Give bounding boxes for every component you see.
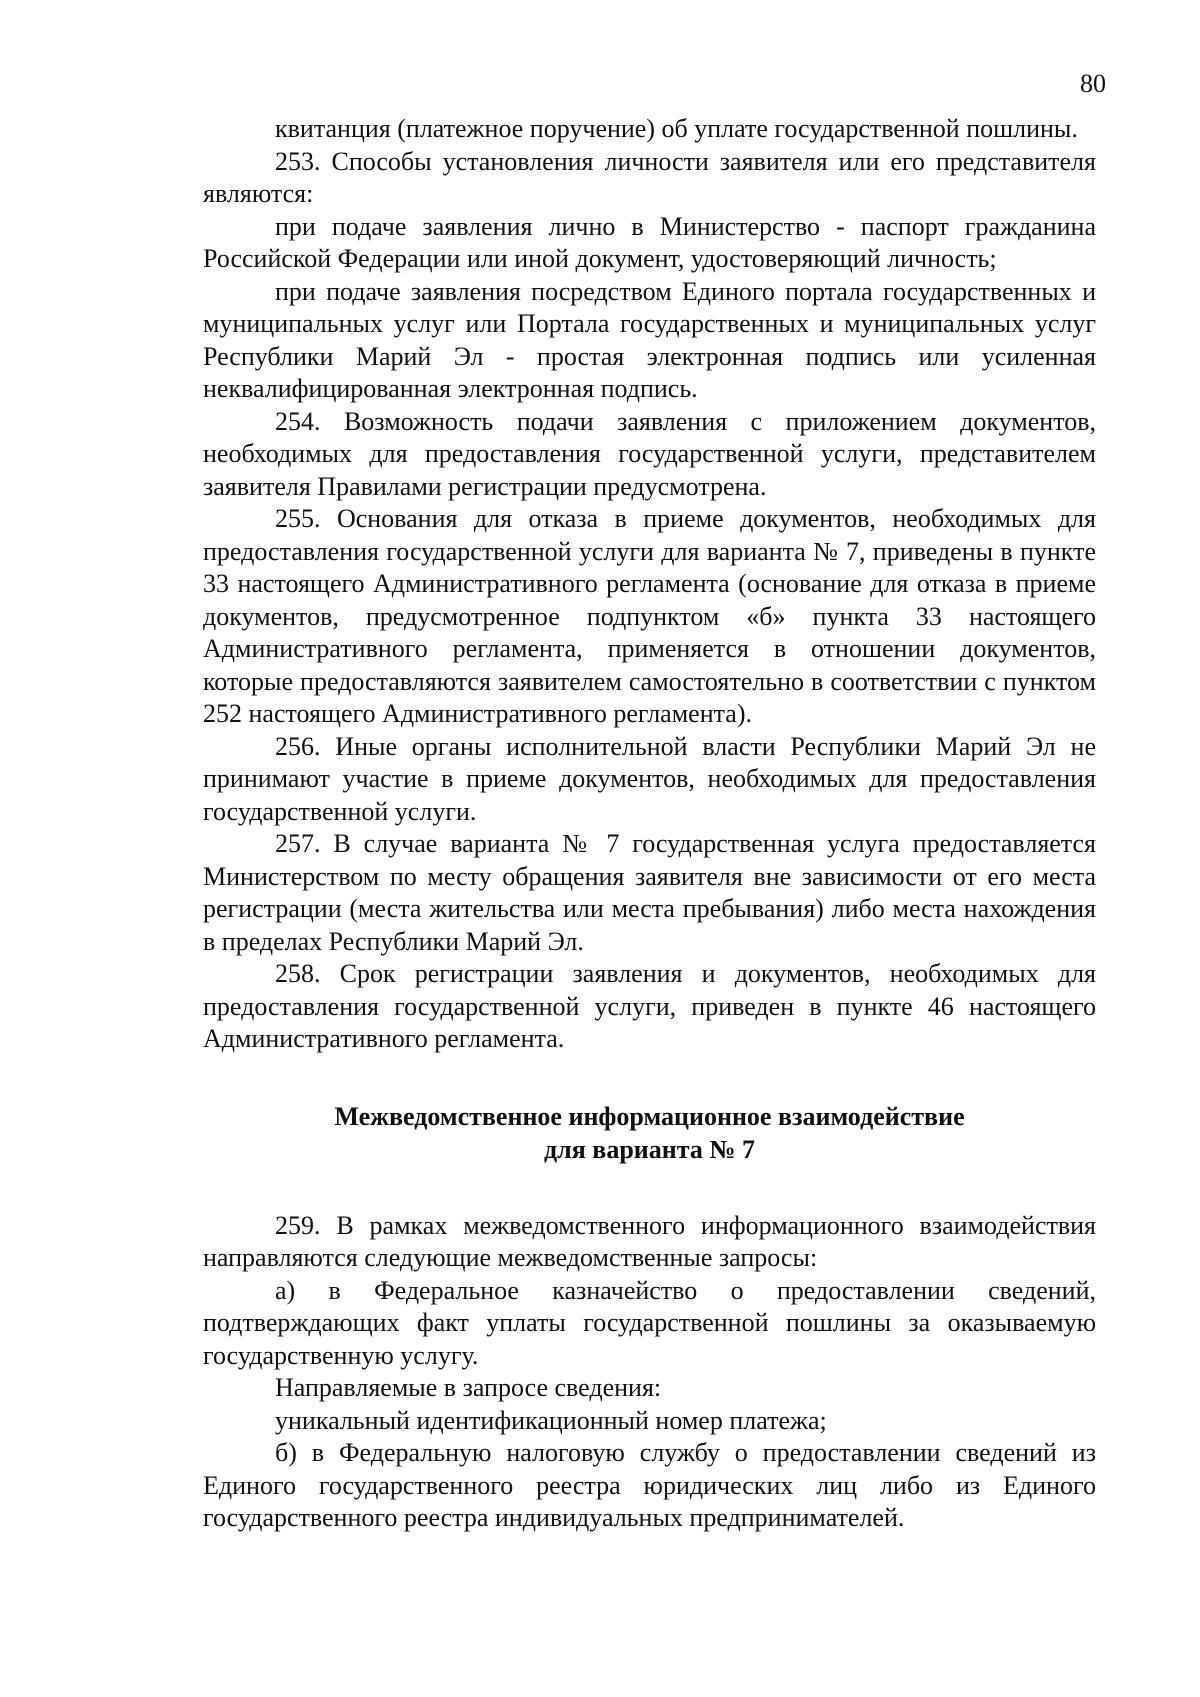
paragraph-payment-id: уникальный идентификационный номер платежа; [275,1405,827,1435]
section-heading [203,1100,1096,1166]
paragraph-258: 258. Срок регистрации заявления и документов, необходимых для предоставления государственной услуги, приведен в пункте 46 настоящего Административного регламента. [203,959,1096,1053]
paragraph-item-b: б) в Федеральную налоговую службу о предоставлении сведений из Единого государственного реестра юридических лиц либо из Единого государственного реестра индивидуальных предпринимателей. [203,1438,1096,1532]
paragraph-via-portal: при подаче заявления посредством Единого портала государственных и муниципальных услуг или Портала государственных и муниципальных услуг Республики Марий Эл - простая электронная подпись или усиленная неквалифицированная электронная подпись. [203,276,1096,403]
paragraph-item-a: а) в Федеральное казначейство о предоставлении сведений, подтверждающих факт уплаты государственной пошлины за оказываемую государственную услугу. [203,1275,1096,1370]
page-number: 80 [1080,69,1106,98]
paragraph-253: 253. Способы установления личности заявителя или его представителя являются: [203,146,1096,208]
paragraph-257: 257. В случае варианта № 7 государственная услуга предоставляется Министерством по месту обращения заявителя вне зависимости от его места регистрации (места жительства или места пребывания) либо места нахождения в пределах Республики Марий Эл. [203,829,1096,956]
paragraph-256: 256. Иные органы исполнительной власти Республики Марий Эл не принимают участие в приеме документов, необходимых для предоставления государственной услуги. [203,731,1096,826]
section-heading-line-2: для варианта № 7 [544,1134,755,1164]
paragraph-receipt: квитанция (платежное поручение) об уплате государственной пошлины. [275,114,1078,143]
paragraph-in-person: при подаче заявления лично в Министерство - паспорт гражданина Российской Федерации или иной документ, удостоверяющий личность; [203,211,1096,273]
section-heading-line-1: Межведомственное информационное взаимодействие [334,1101,965,1131]
paragraph-259: 259. В рамках межведомственного информационного взаимодействия направляются следующие межведомственные запросы: [203,1210,1096,1272]
paragraph-sent-info: Направляемые в запросе сведения: [275,1373,662,1402]
paragraph-254: 254. Возможность подачи заявления с приложением документов, необходимых для предоставления государственной услуги, представителем заявителя Правилами регистрации предусмотрена. [203,406,1096,501]
document-body [203,113,1096,1535]
paragraph-255: 255. Основания для отказа в приеме документов, необходимых для предоставления государственной услуги для варианта № 7, приведены в пункте 33 настоящего Административного регламента (основание для отказа в приеме документов, предусмотренное подпунктом «б» пункта 33 настоящего Административного регламента, применяется в отношении документов, которые предоставляются заявителем самостоятельно в соответствии с пунктом 252 настоящего Административного регламента). [203,504,1096,728]
